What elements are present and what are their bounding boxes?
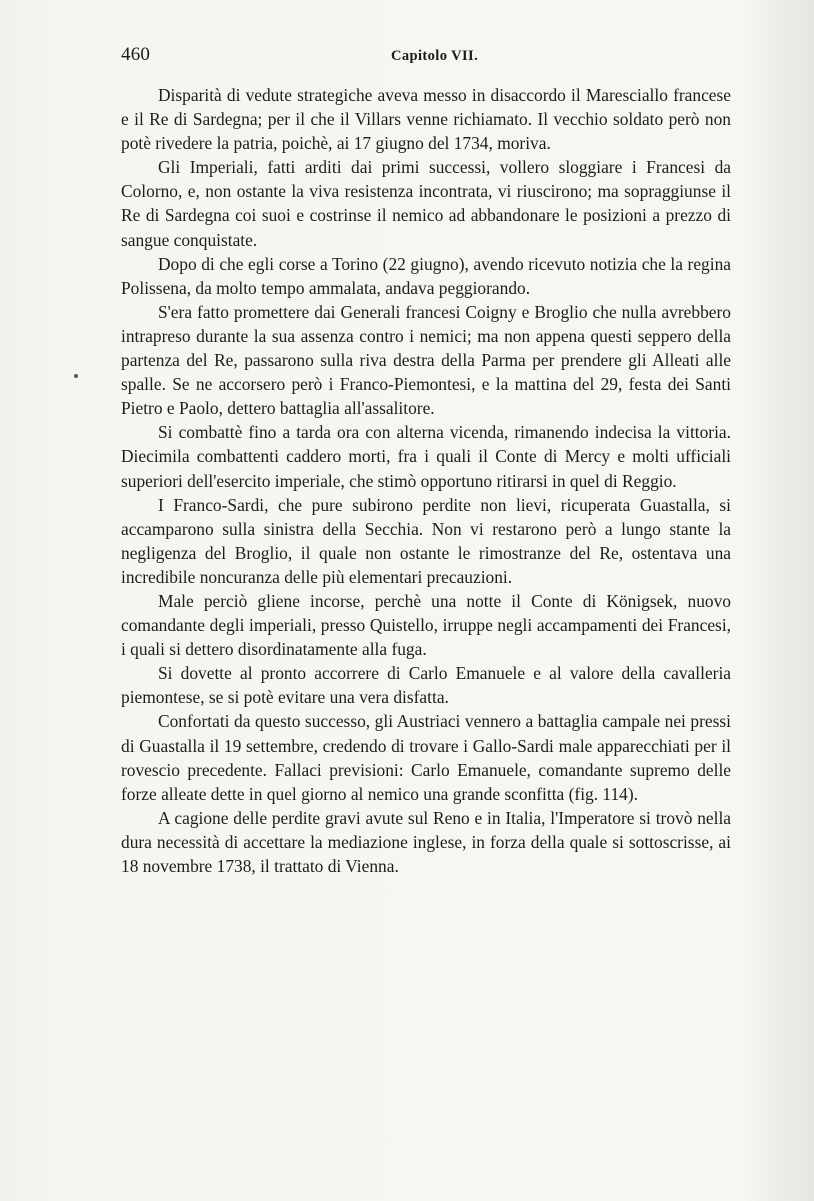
paragraph: Confortati da questo successo, gli Austriaci vennero a battaglia campale nei pressi di Guastalla il 19 settembre, credendo di trovare i Gallo-Sardi male apparecchiati per il rovescio precedente. Fallaci previsioni: Carlo Emanuele, comandante supremo delle forze alleate dette in quel giorno al nemico una grande sconfitta (fig. 114).: [121, 711, 731, 804]
paragraph: Male perciò gliene incorse, perchè una notte il Conte di Königsek, nuovo comandante degli imperiali, presso Quistello, irruppe negli accampamenti dei Francesi, i quali si dettero disordinatamente alla fuga.: [121, 590, 731, 660]
paragraph: S'era fatto promettere dai Generali francesi Coigny e Broglio che nulla avrebbero intrapreso durante la sua assenza contro i nemici; ma non appena questi seppero della partenza del Re, passarono sulla riva destra della Parma per prendere gli Alleati alle spalle. Se ne accorsero però i Franco-Piemontesi, e la mattina del 29, festa dei Santi Pietro e Paolo, dettero battaglia all'assalitore.: [121, 301, 731, 419]
page-number: 460: [121, 44, 151, 65]
body-text: [121, 83, 731, 878]
page-edge-shadow: [744, 0, 814, 1201]
paragraph: I Franco-Sardi, che pure subirono perdite non lievi, ricuperata Guastalla, si accamparono sulla sinistra della Secchia. Non vi restarono però a lungo stante la negligenza del Broglio, il quale non ostante le rimostranze del Re, ostentava una incredibile noncuranza delle più elementari precauzioni.: [121, 494, 731, 587]
paragraph: Si combattè fino a tarda ora con alterna vicenda, rimanendo indecisa la vittoria. Diecimila combattenti caddero morti, fra i quali il Conte di Mercy e molti ufficiali superiori dell'esercito imperiale, che stimò opportuno ritirarsi in quel di Reggio.: [121, 422, 731, 491]
paragraph: Dopo di che egli corse a Torino (22 giugno), avendo ricevuto notizia che la regina Polissena, da molto tempo ammalata, andava peggiorando.: [121, 253, 731, 298]
page-header: [121, 44, 731, 70]
paragraph: Disparità di vedute strategiche aveva messo in disaccordo il Maresciallo francese e il Re di Sardegna; per il che il Villars venne richiamato. Il vecchio soldato però non potè rivedere la patria, poichè, ai 17 giugno del 1734, moriva.: [121, 85, 731, 154]
paragraph: Gli Imperiali, fatti arditi dai primi successi, vollero sloggiare i Francesi da Colorno, e, non ostante la viva resistenza incontrata, vi riuscirono; ma sopraggiunse il Re di Sardegna coi suoi e costrinse il nemico ad abbandonare le posizioni a prezzo di sangue conquistate.: [121, 157, 731, 250]
running-head: Capitolo VII.: [391, 48, 479, 64]
paragraph: Si dovette al pronto accorrere di Carlo Emanuele e al valore della cavalleria piemontese, se si potè evitare una vera disfatta.: [121, 663, 731, 708]
paragraph: A cagione delle perdite gravi avute sul Reno e in Italia, l'Imperatore si trovò nella dura necessità di accettare la mediazione inglese, in forza della quale si sottoscrisse, ai 18 novembre 1738, il trattato di Vienna.: [121, 807, 731, 876]
stray-ink-dot: [74, 374, 78, 378]
